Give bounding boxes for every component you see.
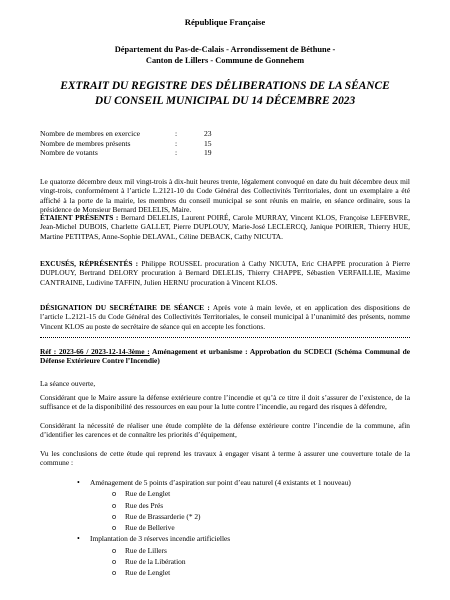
republic-heading: République Française	[184, 17, 266, 27]
reference-subject: Aménagement et urbanisme : Approbation du SCDECI (Schéma Communal de Défense Extérieure Contre l’Incendie)	[40, 347, 410, 366]
excused-list: Philippe ROUSSEL procuration à Cathy NICUTA, Eric CHAPPE procuration à Pierre DUPLOUY, Bertrand DELORY procuration à Bernard DELELIS, Thierry CHAPPE, Sébastien VERFAILLIE, Maxime CANTRAINE, Ludivine TAFFIN, Julien HERNU procuration à Vincent KLOS.	[40, 259, 410, 287]
considerant-paragraph-1: Considérant que le Maire assure la défense extérieure contre l’incendie et qu’à ce titre il doit s’assurer de l’existence, de la suffisance et de la disponibilité des ressources en eau pour la lutte contre l’incendie, au regard des risques à défendre,	[40, 393, 410, 412]
excused-label: EXCUSÉS, RÉPRÉSENTÉS :	[40, 259, 139, 268]
members-row	[40, 139, 240, 149]
department-heading	[40, 44, 410, 66]
street-name: Rue de Brassarderie (* 2)	[125, 511, 201, 521]
session-opened: La séance ouverte,	[40, 379, 96, 388]
list-item	[40, 477, 420, 488]
members-row	[40, 148, 240, 158]
members-label: Nombre de membres présents	[40, 138, 131, 148]
excused-paragraph	[40, 259, 410, 287]
list-item-text: Aménagement de 5 points d’aspiration sur point d’eau naturel (4 existants et 1 nouveau)	[90, 478, 351, 487]
secretary-label: DÉSIGNATION DU SECRÉTAIRE DE SÉANCE :	[40, 303, 210, 312]
members-count-table	[40, 129, 240, 158]
members-value: 15	[204, 138, 212, 148]
circle-bullet-icon: o	[112, 545, 117, 555]
list-item	[40, 533, 420, 544]
street-name: Rue de Lenglet	[125, 489, 171, 499]
sub-list-item	[40, 488, 420, 499]
secretary-text: Après vote à main levée, et en application des dispositions de l’article L.2121-15 du Code Général des Collectivités Territoriales, le conseil municipal à l’unanimité des présents, nomme Vincent KLOS au poste de secrétaire de séance qui en accepte les fonctions.	[40, 303, 410, 331]
reference-number: Réf : 2023-66 / 2023-12-14-3ème :	[40, 347, 150, 356]
intro-paragraph: Le quatorze décembre deux mil vingt-trois à dix-huit heures trente, légalement convoqué en date du huit décembre deux mil vingt-trois, conformément à l’article L.2121-10 du Code Général des Collectivités Territoriales, dont un exemplaire a été affiché à la porte de la mairie, les membres du conseil municipal se sont réunis en mairie, en séance ordinaire, sous la présidence de Monsieur Bernard DELELIS, Maire.	[40, 177, 410, 214]
sub-list-item	[40, 511, 420, 522]
list-item-text: Implantation de 3 réserves incendie artificielles	[90, 534, 231, 544]
title-line-1: EXTRAIT DU REGISTRE DES DÉLIBERATIONS DE LA SÉANCE	[60, 80, 390, 92]
members-separator: :	[175, 138, 178, 148]
circle-bullet-icon: o	[112, 523, 117, 533]
circle-bullet-icon: o	[112, 568, 117, 578]
street-name: Rue de Lillers	[125, 545, 167, 555]
members-label: Nombre de votants	[40, 148, 98, 158]
department-line: Département du Pas-de-Calais - Arrondissement de Béthune -	[114, 45, 336, 54]
sub-list-item	[40, 556, 420, 567]
present-label: ÉTAIENT PRÉSENTS :	[40, 213, 119, 222]
street-name: Rue de Bellerive	[125, 523, 175, 533]
members-value: 23	[204, 129, 212, 138]
bullet-icon: •	[77, 534, 80, 544]
considerant-paragraph-2: Considérant la nécessité de réaliser une étude complète de la défense extérieure contre l’incendie de la commune, afin d’identifier les carences et de connaître les priorités d’équipement,	[40, 421, 410, 440]
circle-bullet-icon: o	[112, 557, 117, 567]
members-row	[40, 129, 240, 139]
street-name: Rue de la Libération	[125, 557, 186, 567]
members-label: Nombre de membres en exercice	[40, 129, 140, 138]
sub-list-item	[40, 500, 420, 511]
circle-bullet-icon: o	[112, 489, 117, 499]
present-paragraph	[40, 213, 410, 241]
street-name: Rue des Prés	[125, 500, 164, 510]
secretary-paragraph	[40, 303, 410, 331]
conclusions-paragraph: Vu les conclusions de cette étude qui reprend les travaux à engager visant à terme à assurer une couverture totale de la commune :	[40, 449, 410, 468]
document-title	[20, 79, 430, 109]
sub-list-item	[40, 522, 420, 533]
members-separator: :	[175, 129, 178, 138]
circle-bullet-icon: o	[112, 500, 117, 510]
sub-list-item	[40, 567, 420, 578]
members-value: 19	[204, 148, 212, 158]
street-name: Rue de Lenglet	[125, 568, 171, 578]
dotted-divider	[40, 337, 410, 338]
deliberation-reference	[40, 347, 410, 366]
commune-line: Canton de Lillers - Commune de Gonnehem	[145, 56, 305, 65]
members-separator: :	[175, 148, 178, 158]
circle-bullet-icon: o	[112, 511, 117, 521]
title-line-2: DU CONSEIL MUNICIPAL DU 14 DÉCEMBRE 2023	[94, 95, 356, 107]
works-list	[40, 477, 420, 579]
present-list: Bernard DELELIS, Laurent POIRÉ, Carole MURRAY, Vincent KLOS, Françoise LEFEBVRE, Jean-Michel DUBOIS, Charlette GALLET, Pierre DUPLOUY, Marie-José LECLERCQ, Janique POIRIER, Thierry HUE, Martine PETITPAS, Anne-Sophie DELAVAL, Céline DEBACK, Cathy NICUTA.	[40, 213, 410, 241]
sub-list-item	[40, 545, 420, 556]
bullet-icon: •	[77, 478, 80, 487]
